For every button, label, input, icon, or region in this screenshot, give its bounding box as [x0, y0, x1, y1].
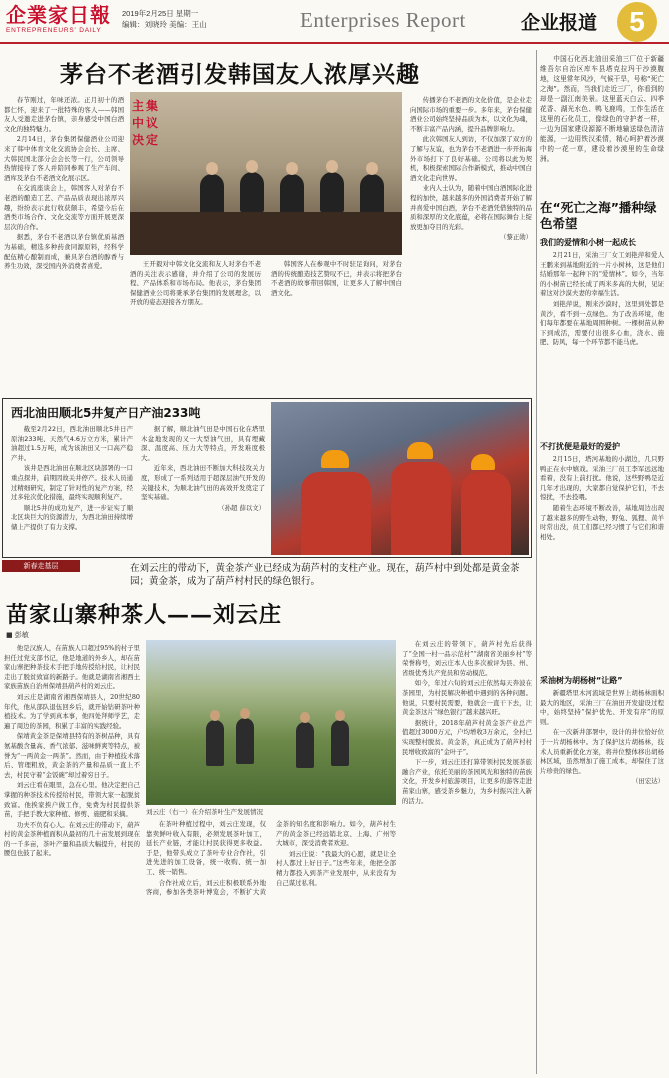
- story3-photo-tea-garden: [146, 640, 396, 805]
- story1-right-p3: 业内人士认为，随着中国白酒国际化进程的加快，越来越多的外国消费者开始了解并喜爱中国白酒，茅台不老酒凭借独特的品质和深厚的文化底蕴，必将在国际舞台上绽放更加夺目的光彩。: [410, 184, 532, 231]
- photo-worker: [301, 472, 371, 555]
- photo-worker: [391, 462, 451, 555]
- story2-p2: 该井是西北油田在顺北区块部署的一口重点探井，前期因故关井停产。技术人员通过精细研究，制定了针对性的复产方案，经过多轮次优化措施，最终实现顺利复产。: [11, 464, 133, 502]
- story3-right-p4: 下一步，刘云庄还打算带领村民发展茶旅融合产业，依托美丽的茶园风光和独特的苗族文化，开发乡村旅游项目，让更多的游客走进苗家山寨，感受茶乡魅力，为乡村振兴注入新的活力。: [402, 758, 532, 805]
- story3-mid-p3: 刘云庄说：“我最大的心愿，就是让全村人都过上好日子。”这些年来，他把全部精力都投入到茶产业发展中，从来没有为自己谋过私利。: [276, 849, 396, 887]
- sidebar-headline: 在“死亡之海”播种绿色希望: [540, 200, 657, 231]
- sidebar-sub1-p1: 2月21日，采油三厂女工刘艳萍和爱人王鹏来到基地附近的一片小树林，这是他们结婚那年一起种下的“爱情林”。如今，当年的小树苗已经长成了两米多高的大树，见证着这对沙漠夫妻的幸福生活。: [540, 251, 664, 298]
- story2-photo-oilfield-workers: [271, 402, 529, 555]
- photo-person-head: [335, 710, 345, 721]
- story3-headline: 苗家山寨种茶人——刘云庄: [6, 602, 283, 628]
- story1-right-column: [410, 96, 532, 388]
- photo-person: [296, 722, 314, 768]
- photo-worker-helmet: [321, 450, 349, 468]
- story3-right-p2: 如今，年过六旬的刘云庄依然每天奔波在茶园里，为村民解决种植中遇到的各种问题。他说，只要村民需要，他就会一直干下去，让黄金茶这片“绿色银行”越来越兴旺。: [402, 679, 532, 717]
- story2-headline: 西北油田顺北5井复产日产油233吨: [11, 406, 201, 420]
- story3-byline: ■ 彭敏: [6, 631, 29, 639]
- story3-p5: 功夫不负有心人。在刘云庄的带动下，葫芦村的黄金茶种植面积从最初的几十亩发展到现在的一千多亩，茶叶产量和品质大幅提升，村民的腰包也鼓了起来。: [4, 820, 140, 858]
- photo-person: [331, 720, 349, 766]
- sidebar-byline: （田宏达）: [632, 777, 664, 786]
- photo-person-head: [206, 162, 218, 175]
- story3-p1: 他是汉族人，在苗族人口超过95%的村子里担任过党支部书记，他是地道的外乡人，却在苗家山寨把种茶技术手把手地传授给村民，让村民走出了脱贫致富的新路子。他就是湖南省湘西土家族苗族自治州保靖县葫芦村的刘云庄。: [4, 644, 140, 691]
- sidebar-sub1: 我们的爱情和小树一起成长: [540, 238, 636, 247]
- story2-left-column: [11, 425, 133, 553]
- newspaper-logo: [6, 3, 116, 34]
- sidebar-sub3-text: [540, 689, 664, 1019]
- photo-person-head: [246, 160, 258, 173]
- photo-person-head: [300, 712, 310, 723]
- story1-right-p1: 传播茅台不老酒的文化价值，是企业走向国际市场的重要一步。多年来，茅台保健酒业公司始终坚持品质为本，以文化为魂，不断丰富产品内涵，提升品牌影响力。: [410, 96, 532, 133]
- photo-person: [280, 174, 304, 214]
- photo-person: [206, 720, 224, 766]
- story3-mid-p1: 在茶叶种植过程中，刘云庄发现，仅靠卖鲜叶收入有限，必须发展茶叶加工，延长产业链，才能让村民获得更多收益。于是，他带头成立了茶叶专业合作社，引进先进的加工设备，统一收购、统一加工、统一销售。: [146, 820, 266, 876]
- sidebar-sub1-p2: 刘艳萍说，刚来沙漠时，这里到处都是黄沙，看不到一点绿色。为了改善环境，他们每年都要在基地周围种树。一棵树苗从种下到成活，需要付出很多心血，浇水、施肥、防风，每一个环节都不能马虎。: [540, 299, 664, 347]
- story1-left-p4: 据悉，茅台不老酒以茅台镇优质基酒为基础，精选多种药食同源原料，经科学配伍精心酿制而成，兼具茅台酒的醇香与养生功效，深受国内外消费者喜爱。: [4, 233, 124, 271]
- story3-right-column: [402, 640, 532, 1074]
- story2-p1: 截至2月22日，西北油田顺北5井日产原油233吨、天然气4.6万立方米，累计产油超过1.5万吨，成为该油田又一口高产稳产井。: [11, 425, 133, 462]
- sidebar-story: [540, 54, 664, 1019]
- story1-left-p1: 春节刚过，年味还浓。正月初十的酒都仁怀，迎来了一批特殊的客人——韩国友人受邀走进茅台镇，亲身感受中国白酒文化的独特魅力。: [4, 96, 124, 133]
- photo-worker: [461, 472, 511, 555]
- story2-mid-p1: 据了解，顺北油气田是中国石化在塔里木盆地发现的又一大型油气田，具有埋藏深、温度高、压力大等特点，开发难度极大。: [141, 425, 265, 462]
- story3-mid-column: [146, 820, 396, 1074]
- issue-meta: [122, 8, 207, 30]
- photo-person: [320, 172, 344, 212]
- story2-p3: 顺北5井的成功复产，进一步证实了顺北区块巨大的资源潜力，为西北油田持续增储上产提供了有力支撑。: [11, 503, 133, 531]
- photo-worker-helmet: [407, 442, 433, 459]
- photo-person-head: [366, 162, 378, 175]
- logo-cn: 企業家日報: [6, 3, 111, 27]
- story3-p2: 刘云庄是湖南省湘西保靖县人，20世纪80年代，他从部队退伍回乡后，就开始钻研茶叶种植技术。为了学到真本事，他四处拜师学艺，走遍了周边的茶园，积累了丰富的实践经验。: [4, 692, 140, 730]
- photo-person: [200, 174, 224, 214]
- story1-photo-meeting: [130, 92, 402, 255]
- story1-byline: （黎正勋）: [500, 233, 532, 242]
- logo-en: ENTREPRENEURS' DAILY: [6, 27, 102, 34]
- story1-mid-p2: 韩国客人在参观中不时驻足询问，对茅台酒的传统酿造技艺赞叹不已，并表示将把茅台不老酒的故事带回韩国，让更多人了解中国白酒文化。: [271, 260, 402, 297]
- masthead: [0, 0, 669, 44]
- story2-box: [2, 398, 532, 558]
- story2-mid-column: [141, 425, 265, 553]
- feature-caption: 在刘云庄的带动下，黄金茶产业已经成为葫芦村的支柱产业。现在，葫芦村中到处都是黄金茶园；黄金茶，成为了葫芦村村民的绿色银行。: [130, 563, 520, 587]
- issue-editor: 编辑：刘晓玲 美编：王山: [122, 20, 207, 29]
- section-title-en: Enterprises Report: [300, 8, 466, 32]
- story3-right-p3: 据统计，2018年葫芦村黄金茶产业总产值超过3000万元，户均增收3万余元，全村已实现整村脱贫。黄金茶，真正成为了葫芦村村民增收致富的“金叶子”。: [402, 718, 532, 756]
- photo-person-head: [210, 710, 220, 721]
- photo-person-head: [240, 708, 250, 719]
- sidebar-sub3-p1: 新疆塔里木河流域是世界上胡杨林面积最大的地区，采油三厂在油田开发建设过程中，始终坚持“保护优先、开发有序”的原则。: [540, 689, 664, 726]
- sidebar-sub2-p2: 随着生态环境不断改善，基地周边出现了越来越多的野生动物，野兔、狐狸、黄羊时常出没，员工们都已经习惯了与它们和谐相处。: [540, 503, 664, 541]
- photo-person: [360, 174, 384, 214]
- issue-date: 2019年2月25日 星期一: [122, 9, 199, 18]
- photo-person-head: [326, 160, 338, 173]
- story2-byline: （孙超 薛以文）: [218, 503, 265, 512]
- photo-meeting-table: [130, 212, 402, 255]
- story3-mid-p2: 合作社成立后，刘云庄积极联系外地客商，参加各类茶叶博览会，不断扩大黄金茶的知名度和影响力。如今，葫芦村生产的黄金茶已经远销北京、上海、广州等大城市，深受消费者欢迎。: [146, 820, 396, 897]
- section-title-cn: 企业报道: [521, 12, 598, 34]
- sidebar-sub3: 采油树为胡杨树“让路”: [540, 676, 623, 685]
- story3-p3: 保靖黄金茶是保靖县特有的茶树品种，具有氨基酸含量高、香气浓郁、滋味鲜爽等特点，被誉为“一两黄金一两茶”。然而，由于种植技术落后、管理粗放，黄金茶的产量和品质一直上不去，村民守着“金饭碗”却过着穷日子。: [4, 732, 140, 779]
- story3-right-p1: 在刘云庄的带领下，葫芦村先后获得了“全国一村一品示范村”“湖南省美丽乡村”等荣誉称号，刘云庄本人也多次被评为县、州、省级优秀共产党员和劳动模范。: [402, 640, 532, 677]
- story3-photo-caption: 刘云庄（右一）在介绍茶叶生产发展情况: [146, 808, 263, 816]
- sidebar-sub3-p2: 在一次新井部署中，设计的井位恰好位于一片胡杨林中。为了保护这片胡杨林，技术人员重新优化方案，将井位整体移出胡杨林区域，虽然增加了施工成本，却保住了这片珍贵的绿色。: [540, 728, 664, 775]
- sidebar-sub2-text: [540, 455, 664, 670]
- photo-person: [236, 718, 254, 764]
- photo-worker-helmet: [471, 454, 495, 470]
- story1-mid-columns: [130, 260, 402, 388]
- story1-mid-p1: 王开毅对中韩文化交流和友人对茅台不老酒的关注表示感谢，并介绍了公司的发展历程、产品体系和市场布局。他表示，茅台集团保健酒业公司将秉承茅台集团的发展理念，以开放的姿态迎接各方朋友。: [130, 260, 261, 307]
- photo-person-head: [286, 162, 298, 175]
- story1-right-p2: 此次韩国友人到访，不仅加深了双方的了解与友谊，也为茅台不老酒进一步开拓海外市场打下了良好基础。公司将以此为契机，积极探索国际合作新模式，推动中国白酒文化走向世界。: [410, 135, 532, 182]
- story1-left-p3: 在交流座谈会上，韩国客人对茅台不老酒的酿造工艺、产品品质表现出浓厚兴趣，纷纷表示此行收获颇丰，希望今后在酒类市场合作、文化交流等方面开展更深层次的合作。: [4, 184, 124, 231]
- story3-p4: 刘云庄看在眼里，急在心里。他决定把自己掌握的种茶技术传授给村民，带领大家一起脱贫致富。他挨家挨户做工作，免费为村民提供茶苗，手把手教大家种植、修剪、施肥和采摘。: [4, 781, 140, 819]
- story3-left-column: [4, 644, 140, 1074]
- photo-person: [240, 172, 264, 212]
- page-number-badge: 5: [617, 2, 657, 42]
- story1-left-p2: 2月14日，茅台集团保健酒业公司迎来了韩中体育文化交流协会会长、主席、大韩民国北部分会会长等一行，公司领导热情接待了客人并陪同参观了生产车间、酒库及茅台不老酒文化展示区。: [4, 135, 124, 182]
- story1-left-column: [4, 96, 124, 386]
- photo-meeting-sign: 主集中议决定: [132, 99, 161, 147]
- sidebar-sub2-p1: 2月15日，塔河基地的小湖边，几只野鸭正在水中嬉戏。采油三厂员工李军远远地看着，没有上前打扰。他说，这些野鸭是近几年才出现的，大家都自觉保护它们，不去惊扰，不去投喂。: [540, 455, 664, 502]
- column-divider: [536, 50, 537, 1074]
- sidebar-sub2: 不打扰便是最好的爱护: [540, 442, 620, 451]
- sidebar-intro: 中国石化西北油田采油三厂位于新疆维吾尔自治区库车县塔克拉玛干沙漠腹地，这里常年风沙，气候干旱，号称“死亡之海”。然而，当我们走近三厂，你看到的却是一副江南美景。这里蓝天白云、四季花香、湖光水色、鸭飞鹿鸣，工作生活在这里的石化员工，像绿色的守护者一样，一边为国家建设源源不断地输送绿色清洁能源，一边用铁汉柔情，精心呵护着沙漠中的一花一草，建设着沙漠里的生命绿洲。: [540, 55, 664, 163]
- story2-mid-p2: 近年来，西北油田不断加大科技攻关力度，形成了一系列适用于超深层油气开发的关键技术，为顺北油气田的高效开发奠定了坚实基础。: [141, 464, 265, 502]
- section-tag-new-year: 新春走基层: [2, 560, 80, 572]
- story1-headline: 茅台不老酒引发韩国友人浓厚兴趣: [60, 61, 420, 88]
- sidebar-sub1-text: [540, 251, 664, 436]
